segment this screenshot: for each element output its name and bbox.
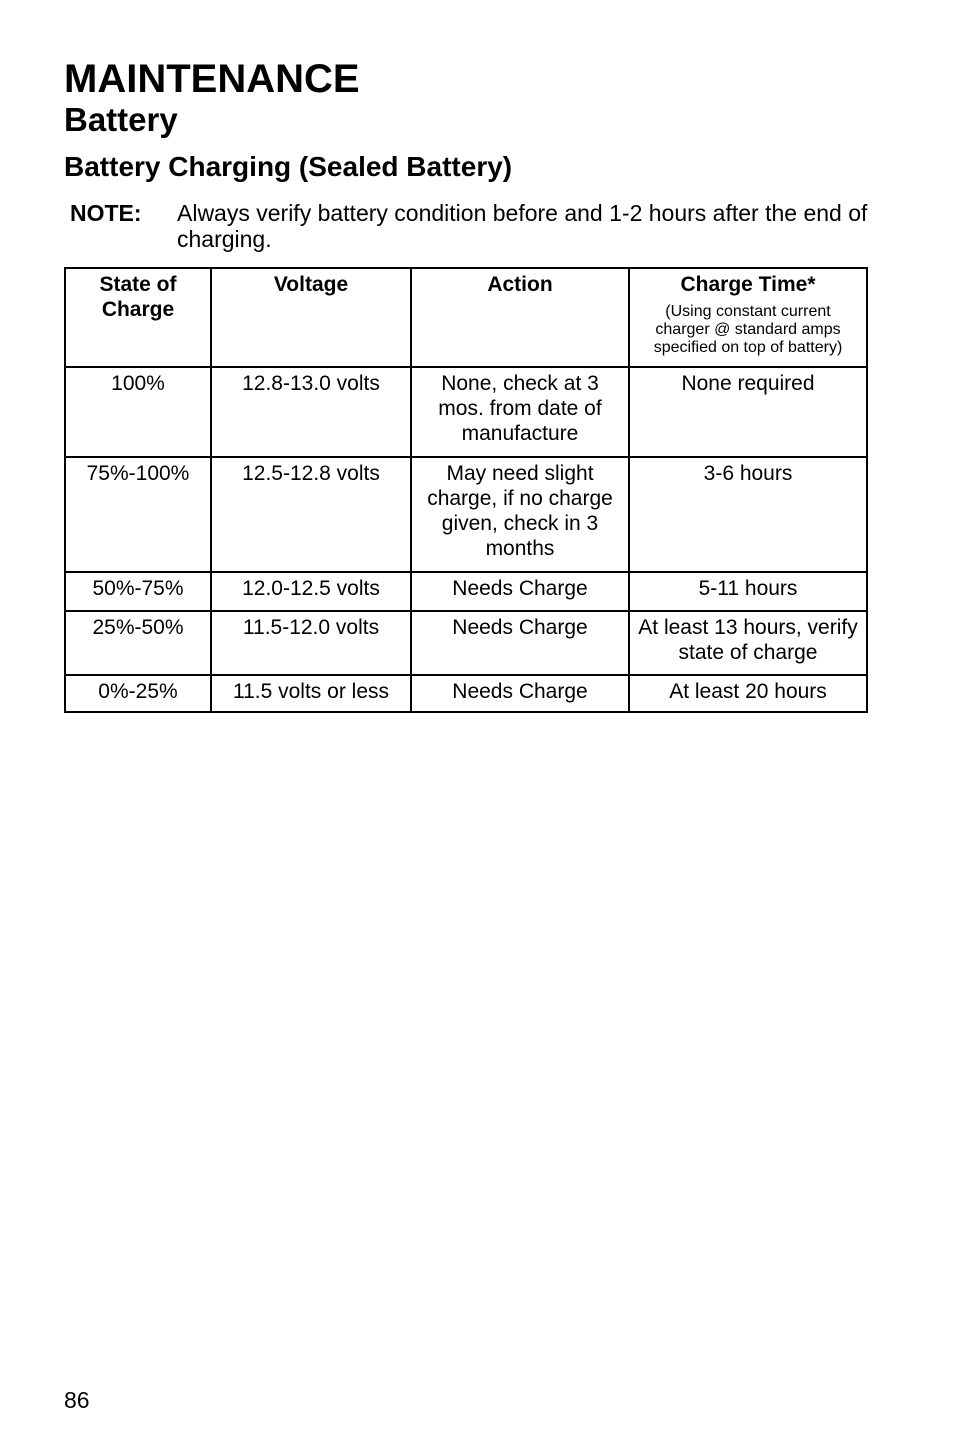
page-subtitle: Battery [64,101,178,138]
header-action [411,268,629,367]
header-voltage-label: Voltage [273,273,349,296]
cell-action: Needs Charge [411,572,629,611]
cell-action: Needs Charge [411,675,629,712]
table-row [65,675,867,712]
table-row [65,611,867,675]
header-charge-time-label: Charge Time* [680,273,816,296]
cell-action: Needs Charge [411,611,629,675]
cell-state: 0%-25% [65,675,211,712]
cell-voltage: 12.8-13.0 volts [211,367,411,457]
header-action-label: Action [487,273,553,296]
cell-state: 50%-75% [65,572,211,611]
page-number: 86 [64,1387,90,1413]
header-voltage [211,268,411,367]
header-charge-time-note: (Using constant current charger @ standard amps specified on top of battery) [653,303,843,356]
cell-charge-time: 3-6 hours [629,457,867,572]
cell-voltage: 12.5-12.8 volts [211,457,411,572]
cell-state: 100% [65,367,211,457]
table-row [65,572,867,611]
cell-voltage: 12.0-12.5 volts [211,572,411,611]
cell-state: 25%-50% [65,611,211,675]
page-title: MAINTENANCE [64,57,360,101]
note-label: NOTE: [70,200,142,226]
header-state-label: State of Charge [99,273,177,321]
header-state-of-charge [65,268,211,367]
cell-action: May need slight charge, if no charge given, check in 3 months [411,457,629,572]
cell-charge-time: At least 13 hours, verify state of charge [629,611,867,675]
section-heading: Battery Charging (Sealed Battery) [64,151,513,182]
cell-charge-time: At least 20 hours [629,675,867,712]
note-text: Always verify battery condition before and 1-2 hours after the end of charging. [177,200,868,252]
cell-voltage: 11.5 volts or less [211,675,411,712]
table-header-row [65,268,867,367]
cell-voltage: 11.5-12.0 volts [211,611,411,675]
cell-charge-time: 5-11 hours [629,572,867,611]
header-charge-time [629,268,867,367]
cell-state: 75%-100% [65,457,211,572]
cell-charge-time: None required [629,367,867,457]
table-row [65,367,867,457]
table-row [65,457,867,572]
battery-charging-table [64,267,868,713]
cell-action: None, check at 3 mos. from date of manufacture [411,367,629,457]
